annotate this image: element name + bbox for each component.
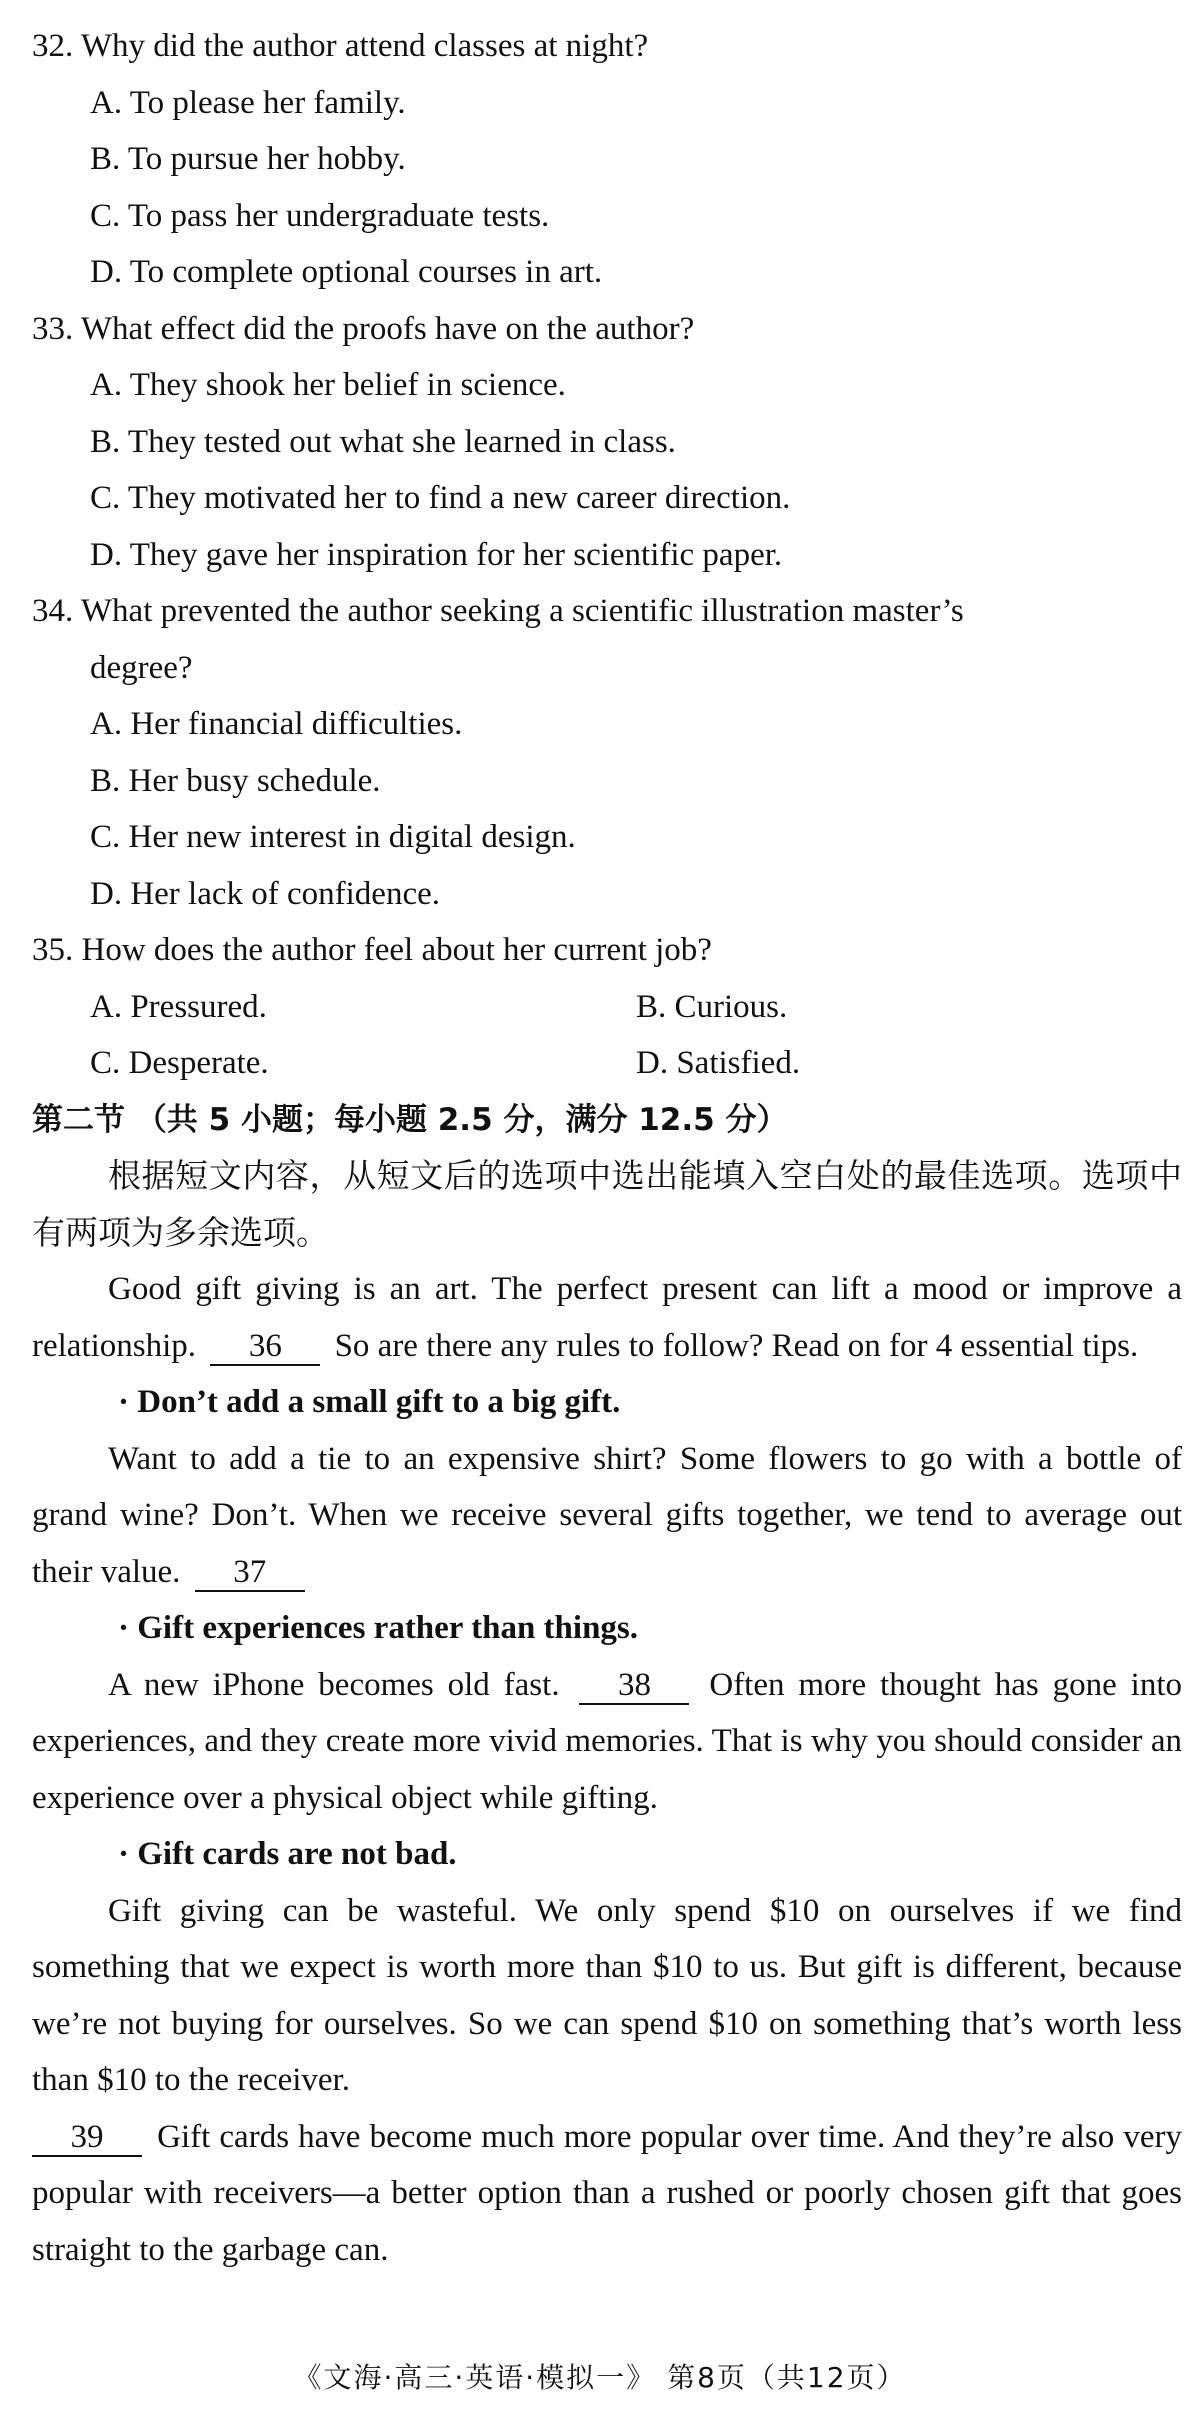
q35-option-a: A. Pressured. — [90, 988, 267, 1025]
blank-38[interactable]: 38 — [579, 1667, 689, 1705]
passage-paragraph-4: Gift giving can be wasteful. We only spend $10 on ourselves if we find something that we expect is worth more than $10 to us. But gift is different, because we’re not buying for ourselves. So we can spend $10 on something that’s worth less than $10 to the receiver. — [32, 1892, 1182, 2098]
exam-page — [32, 18, 1182, 2278]
passage-paragraph-3 — [32, 1657, 1182, 1827]
paragraph-1-text-b: So are there any rules to follow? Read on for 4 essential tips. — [334, 1327, 1139, 1364]
q33-option-c: C. They motivated her to find a new career direction. — [90, 480, 791, 516]
paragraph-5-text: Gift cards have become much more popular over time. And they’re also very popular with receivers—a better option than a rushed or poorly chosen gift that goes straight to the garbage can. — [32, 2118, 1182, 2268]
q35-options-row-1 — [32, 979, 1182, 1036]
passage-paragraph-1 — [32, 1261, 1182, 1374]
passage-paragraph-5 — [32, 2109, 1182, 2279]
page-footer: 《文海·高三·英语·模拟一》 第8页（共12页） — [293, 2361, 907, 2394]
q33-option-a: A. They shook her belief in science. — [90, 367, 566, 403]
q32-option-c: C. To pass her undergraduate tests. — [90, 197, 550, 234]
q34-option-a: A. Her financial difficulties. — [90, 706, 463, 742]
passage-paragraph-2 — [32, 1431, 1182, 1601]
q34-option-b: B. Her busy schedule. — [90, 762, 381, 799]
blank-37[interactable]: 37 — [195, 1554, 305, 1592]
paragraph-2-text: Want to add a tie to an expensive shirt? Some flowers to go with a bottle of grand wine? Don’t. When we receive several gifts together, we tend to average out their value. — [32, 1440, 1182, 1590]
q32-option-d: D. To complete optional courses in art. — [90, 254, 603, 290]
question-33-stem: 33. What effect did the proofs have on the author? — [32, 310, 695, 347]
section-heading: 第二节 （共 5 小题；每小题 2.5 分，满分 12.5 分） — [32, 1101, 788, 1138]
q32-option-b: B. To pursue her hobby. — [90, 141, 406, 177]
q34-option-d: D. Her lack of confidence. — [90, 875, 440, 912]
blank-39[interactable]: 39 — [32, 2119, 142, 2157]
q34-option-c: C. Her new interest in digital design. — [90, 819, 576, 855]
paragraph-1-text-a: Good gift giving is an art. The perfect present can lift a mood or improve a relationship. — [32, 1271, 1182, 1364]
q35-option-d: D. Satisfied. — [636, 1045, 801, 1081]
tip-1-heading: · Don’t add a small gift to a big gift. — [118, 1384, 621, 1420]
question-32-stem: 32. Why did the author attend classes at night? — [32, 28, 649, 64]
question-34-stem: 34. What prevented the author seeking a scientific illustration master’s — [32, 593, 964, 629]
q35-option-c: C. Desperate. — [90, 1045, 269, 1081]
paragraph-3-text-a: A new iPhone becomes old fast. — [108, 1666, 560, 1703]
q35-options-row-2 — [32, 1035, 1182, 1092]
paragraph-3-text-b: Often more thought has gone into experiences, and they create more vivid memories. That is why you should consider an experience over a physical object while gifting. — [32, 1666, 1183, 1816]
blank-36[interactable]: 36 — [210, 1328, 320, 1366]
q32-option-a: A. To please her family. — [90, 84, 406, 121]
q33-option-d: D. They gave her inspiration for her scientific paper. — [90, 536, 783, 573]
question-35-stem: 35. How does the author feel about her current job? — [32, 932, 712, 968]
tip-2-heading: · Gift experiences rather than things. — [118, 1610, 639, 1646]
question-34-stem-cont: degree? — [90, 649, 193, 686]
q35-option-b: B. Curious. — [636, 988, 788, 1025]
tip-3-heading: · Gift cards are not bad. — [118, 1836, 457, 1872]
q33-option-b: B. They tested out what she learned in class. — [90, 423, 676, 460]
section-instruction: 根据短文内容，从短文后的选项中选出能填入空白处的最佳选项。选项中有两项为多余选项。 — [32, 1156, 1182, 1252]
